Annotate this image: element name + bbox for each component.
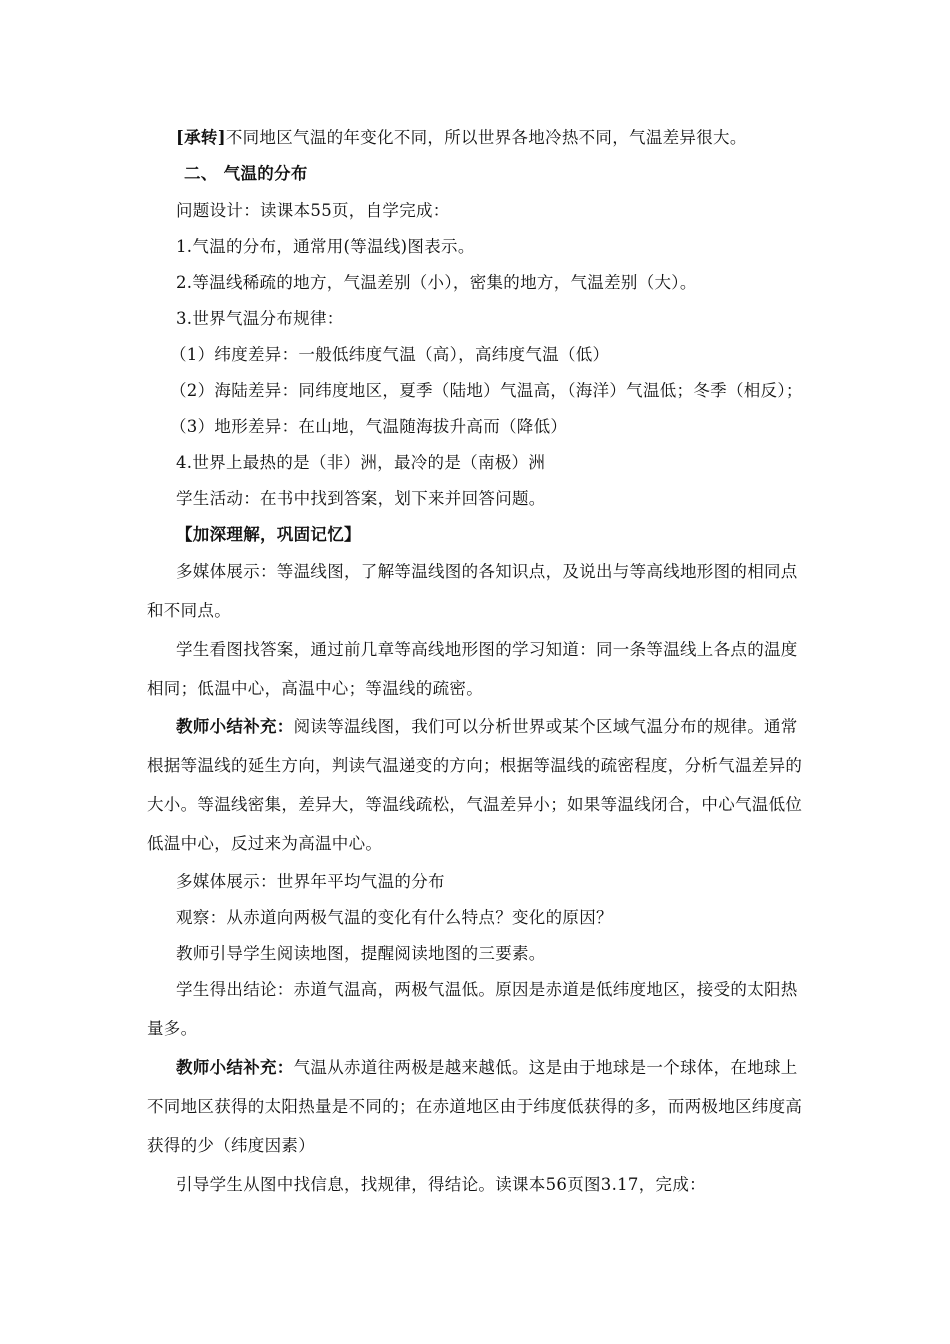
student-activity: 学生活动：在书中找到答案，划下来并回答问题。: [176, 489, 546, 508]
paragraph-line: 学生看图找答案，通过前几章等高线地形图的学习知道：同一条等温线上各点的温度: [176, 640, 798, 659]
paragraph-line: 大小。等温线密集，差异大，等温线疏松，气温差异小；如果等温线闭合，中心气温低位: [147, 795, 803, 814]
teacher-summary-1: 教师小结补充：阅读等温线图，我们可以分析世界或某个区域气温分布的规律。通常: [176, 717, 798, 736]
paragraph-line: 多媒体展示：世界年平均气温的分布: [176, 872, 445, 891]
teacher-summary-2: 教师小结补充：气温从赤道往两极是越来越低。这是由于地球是一个球体，在地球上: [176, 1058, 798, 1077]
sub-item-3: （3）地形差异：在山地，气温随海拔升高而（降低）: [170, 417, 568, 436]
list-item-2: 2.等温线稀疏的地方，气温差别（小），密集的地方，气温差别（大）。: [176, 273, 697, 292]
paragraph-line: 根据等温线的延生方向，判读气温递变的方向；根据等温线的疏密程度，分析气温差异的: [147, 756, 803, 775]
paragraph-line: 获得的少（纬度因素）: [147, 1136, 315, 1155]
paragraph-line: 引导学生从图中找信息，找规律，得结论。读课本56页图3.17，完成：: [176, 1175, 706, 1194]
paragraph-line: 不同地区获得的太阳热量是不同的；在赤道地区由于纬度低获得的多，而两极地区纬度高: [147, 1097, 803, 1116]
list-item-3: 3.世界气温分布规律：: [176, 309, 344, 328]
paragraph-line: 教师引导学生阅读地图，提醒阅读地图的三要素。: [176, 944, 546, 963]
question-design: 问题设计：读课本55页，自学完成：: [176, 201, 450, 220]
sub-item-1: （1）纬度差异：一般低纬度气温（高），高纬度气温（低）: [170, 345, 610, 364]
paragraph-line: 观察：从赤道向两极气温的变化有什么特点？变化的原因？: [176, 908, 613, 927]
subsection-heading: 【加深理解，巩固记忆】: [176, 525, 361, 544]
paragraph-transition: [承转]不同地区气温的年变化不同，所以世界各地冷热不同，气温差异很大。: [176, 128, 747, 147]
list-item-1: 1.气温的分布，通常用(等温线)图表示。: [176, 237, 475, 256]
section-heading: 二、 气温的分布: [184, 164, 308, 183]
sub-item-2: （2）海陆差异：同纬度地区，夏季（陆地）气温高，（海洋）气温低；冬季（相反）；: [170, 381, 803, 400]
paragraph-line: 学生得出结论：赤道气温高，两极气温低。原因是赤道是低纬度地区，接受的太阳热: [176, 980, 798, 999]
paragraph-line: 相同；低温中心，高温中心；等温线的疏密。: [147, 679, 483, 698]
paragraph-line: 低温中心，反过来为高温中心。: [147, 834, 383, 853]
paragraph-line: 和不同点。: [147, 601, 231, 620]
paragraph-line: 多媒体展示：等温线图，了解等温线图的各知识点，及说出与等高线地形图的相同点: [176, 562, 798, 581]
list-item-4: 4.世界上最热的是（非）洲，最冷的是（南极）洲: [176, 453, 546, 472]
paragraph-line: 量多。: [147, 1019, 198, 1038]
